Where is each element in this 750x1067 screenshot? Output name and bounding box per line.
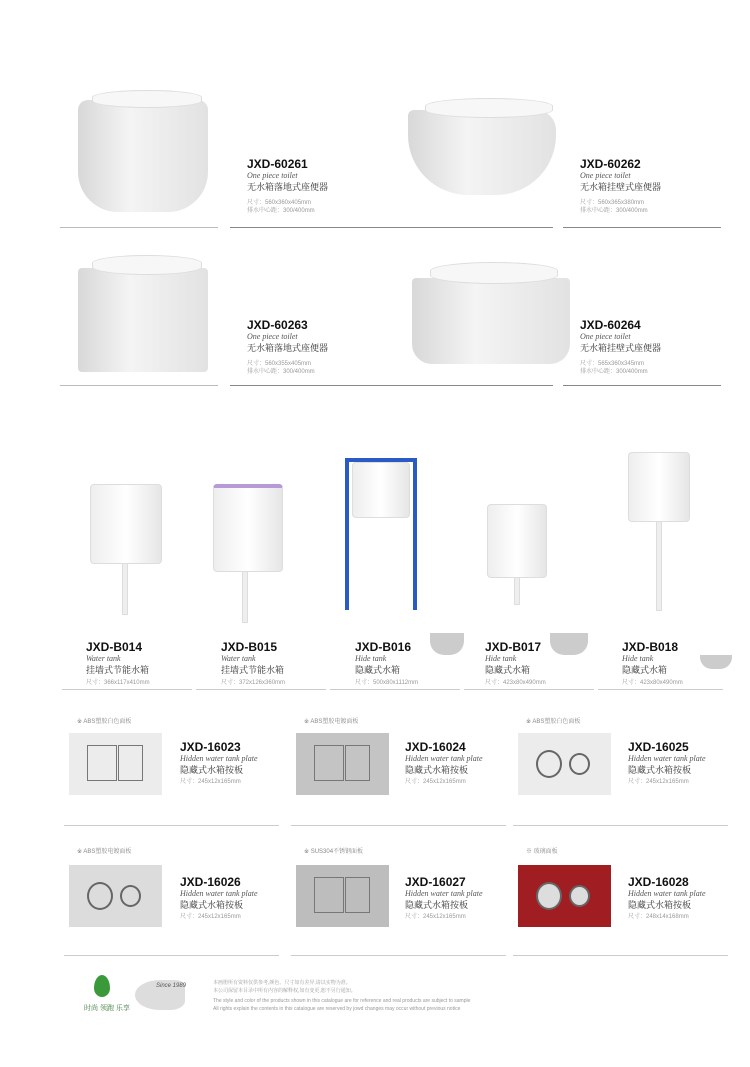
product-info — [355, 640, 418, 687]
product-size: 尺寸：372x126x360mm — [221, 680, 286, 686]
divider — [64, 955, 279, 956]
plate-material: ※ ABS塑胶白色面板 — [77, 719, 132, 725]
divider — [330, 689, 460, 690]
brand-slogan: 时尚 领跑 乐享 — [84, 1005, 130, 1012]
tank-pipe — [656, 521, 662, 611]
product-size: 尺寸：245x12x165mm — [628, 779, 689, 785]
plate-image — [296, 865, 389, 927]
product-type-cn: 隐藏式水箱按板 — [405, 900, 469, 910]
plate-material: ※ 玻璃面板 — [526, 849, 558, 855]
toilet-seat — [430, 262, 558, 284]
product-code: JXD-16023 — [180, 740, 241, 754]
product-size: 尺寸：560x360x405mm — [247, 200, 312, 206]
flush-button-left — [314, 877, 344, 913]
flush-button-small — [569, 885, 590, 907]
product-code: JXD-60262 — [580, 157, 641, 171]
flush-button-right — [345, 745, 370, 781]
product-type-cn: 隐藏式水箱按板 — [628, 900, 692, 910]
product-type-en: Hidden water tank plate — [628, 754, 706, 763]
disclaimer-cn-2: 本公司保留本目录中所有内容的解释权,如有变更,恕不另行通知。 — [213, 988, 356, 994]
divider — [230, 385, 553, 386]
product-type-cn: 隐藏式水箱 — [485, 665, 531, 675]
since-badge: Since 1989 — [156, 983, 187, 989]
product-code: JXD-16026 — [180, 875, 241, 889]
product-size: 尺寸：248x14x168mm — [628, 914, 689, 920]
divider — [291, 825, 506, 826]
tank-pipe — [122, 563, 128, 615]
toilet-bowl-image — [700, 655, 732, 669]
product-code: JXD-16025 — [628, 740, 689, 754]
tank-pipe — [242, 571, 248, 623]
product-type-en: Hidden water tank plate — [628, 889, 706, 898]
product-code: JXD-B015 — [221, 640, 278, 654]
product-code: JXD-16024 — [405, 740, 466, 754]
divider — [563, 227, 721, 228]
flush-button-left — [87, 745, 117, 781]
divider — [464, 689, 594, 690]
product-info — [622, 640, 683, 687]
toilet-image — [412, 278, 570, 364]
divider — [563, 385, 721, 386]
flush-button-right — [118, 745, 143, 781]
divider — [513, 955, 728, 956]
product-size: 尺寸：245x12x165mm — [180, 779, 241, 785]
product-type-en: One piece toilet — [247, 171, 298, 180]
flush-button-small — [569, 753, 590, 775]
toilet-bowl-image — [550, 633, 588, 655]
product-code: JXD-16027 — [405, 875, 466, 889]
plate-material: ※ ABS塑胶电镀面板 — [304, 719, 359, 725]
product-drain: 排水中心距：300/400mm — [247, 369, 315, 375]
toilet-bowl-image — [430, 633, 464, 655]
product-info — [485, 640, 546, 687]
product-type-en: One piece toilet — [580, 171, 631, 180]
product-info — [180, 740, 258, 786]
toilet-seat — [425, 98, 553, 118]
divider — [291, 955, 506, 956]
product-type-cn: 隐藏式水箱 — [622, 665, 668, 675]
plate-image — [518, 733, 611, 795]
product-info — [247, 318, 328, 376]
flush-button-small — [120, 885, 141, 907]
disclaimer-cn-1: 本画册所有资料仅供参考,颜色、尺寸如有差异,请以实物为准。 — [213, 980, 351, 986]
plate-material: ※ ABS塑胶白色面板 — [526, 719, 581, 725]
divider — [598, 689, 723, 690]
flush-button-large — [536, 750, 562, 778]
plate-image — [518, 865, 611, 927]
product-info — [580, 157, 661, 215]
flush-button-right — [345, 877, 370, 913]
product-type-en: Hide tank — [485, 654, 517, 663]
product-size: 尺寸：245x12x165mm — [180, 914, 241, 920]
tank-image — [628, 452, 690, 522]
product-info — [405, 740, 483, 786]
product-type-en: Hidden water tank plate — [180, 889, 258, 898]
product-type-cn: 无水箱挂壁式座便器 — [580, 343, 662, 353]
plate-image — [296, 733, 389, 795]
divider — [513, 825, 728, 826]
product-size: 尺寸：366x117x410mm — [86, 680, 150, 686]
product-type-en: One piece toilet — [580, 332, 631, 341]
flush-button-large — [87, 882, 113, 910]
toilet-seat — [92, 90, 202, 108]
product-type-cn: 挂墙式节能水箱 — [221, 665, 285, 675]
product-size: 尺寸：245x12x165mm — [405, 914, 466, 920]
product-type-en: Water tank — [221, 654, 256, 663]
product-code: JXD-B014 — [86, 640, 143, 654]
plate-material: ※ ABS塑胶电镀面板 — [77, 849, 132, 855]
product-info — [221, 640, 285, 687]
flush-button-left — [314, 745, 344, 781]
product-type-en: One piece toilet — [247, 332, 298, 341]
toilet-image — [408, 110, 556, 195]
product-size: 尺寸：560x355x405mm — [247, 361, 312, 367]
product-type-cn: 隐藏式水箱按板 — [180, 900, 244, 910]
product-code: JXD-B017 — [485, 640, 542, 654]
divider — [60, 227, 218, 228]
divider — [196, 689, 326, 690]
tank-image — [487, 504, 547, 578]
product-type-cn: 隐藏式水箱按板 — [405, 765, 469, 775]
product-drain: 排水中心距：300/400mm — [580, 369, 648, 375]
product-drain: 排水中心距：300/400mm — [247, 208, 315, 214]
product-info — [86, 640, 150, 687]
product-size: 尺寸：423x80x490mm — [485, 680, 546, 686]
plate-image — [69, 733, 162, 795]
product-code: JXD-B018 — [622, 640, 679, 654]
toilet-seat — [92, 255, 202, 275]
product-code: JXD-60264 — [580, 318, 641, 332]
product-size: 尺寸：560x365x380mm — [580, 200, 645, 206]
product-type-cn: 无水箱落地式座便器 — [247, 182, 329, 192]
product-code: JXD-16028 — [628, 875, 689, 889]
disclaimer — [213, 979, 470, 1013]
product-type-cn: 隐藏式水箱按板 — [628, 765, 692, 775]
product-size: 尺寸：500x80x1112mm — [355, 680, 419, 686]
product-size: 尺寸：245x12x165mm — [405, 779, 466, 785]
product-type-cn: 挂墙式节能水箱 — [86, 665, 150, 675]
plate-material: ※ SUS304不锈钢面板 — [304, 849, 364, 855]
brand-logo-drop-icon — [94, 975, 110, 997]
divider — [62, 689, 192, 690]
divider — [64, 825, 279, 826]
plate-image — [69, 865, 162, 927]
product-type-en: Hide tank — [355, 654, 387, 663]
product-info — [580, 318, 661, 376]
product-code: JXD-60261 — [247, 157, 308, 171]
product-info — [180, 875, 258, 921]
product-type-cn: 隐藏式水箱按板 — [180, 765, 244, 775]
product-code: JXD-B016 — [355, 640, 412, 654]
product-size: 尺寸：565x360x345mm — [580, 361, 645, 367]
product-type-cn: 无水箱挂壁式座便器 — [580, 182, 662, 192]
disclaimer-en-1: The style and color of the products shown in this catalogue are for reference and real products are subject to sample — [213, 998, 471, 1004]
product-type-en: Hidden water tank plate — [180, 754, 258, 763]
product-drain: 排水中心距：300/400mm — [580, 208, 648, 214]
product-type-en: Hidden water tank plate — [405, 754, 483, 763]
product-type-cn: 无水箱落地式座便器 — [247, 343, 329, 353]
tank-pipe — [514, 577, 520, 605]
product-type-en: Water tank — [86, 654, 121, 663]
divider — [60, 385, 218, 386]
product-size: 尺寸：423x80x490mm — [622, 680, 683, 686]
disclaimer-en-2: All rights explain the contents in this catalogue are reserved by jowd changes may occur without previous notice — [213, 1006, 461, 1012]
product-info — [628, 740, 706, 786]
divider — [230, 227, 553, 228]
tank-image — [90, 484, 162, 564]
product-code: JXD-60263 — [247, 318, 308, 332]
product-info — [628, 875, 706, 921]
toilet-image — [78, 100, 208, 212]
product-type-en: Hidden water tank plate — [405, 889, 483, 898]
toilet-image — [78, 268, 208, 372]
flush-button-large — [536, 882, 562, 910]
tank-image — [352, 462, 410, 518]
product-info — [247, 157, 328, 215]
product-info — [405, 875, 483, 921]
product-type-cn: 隐藏式水箱 — [355, 665, 401, 675]
tank-image — [213, 484, 283, 572]
product-type-en: Hide tank — [622, 654, 654, 663]
